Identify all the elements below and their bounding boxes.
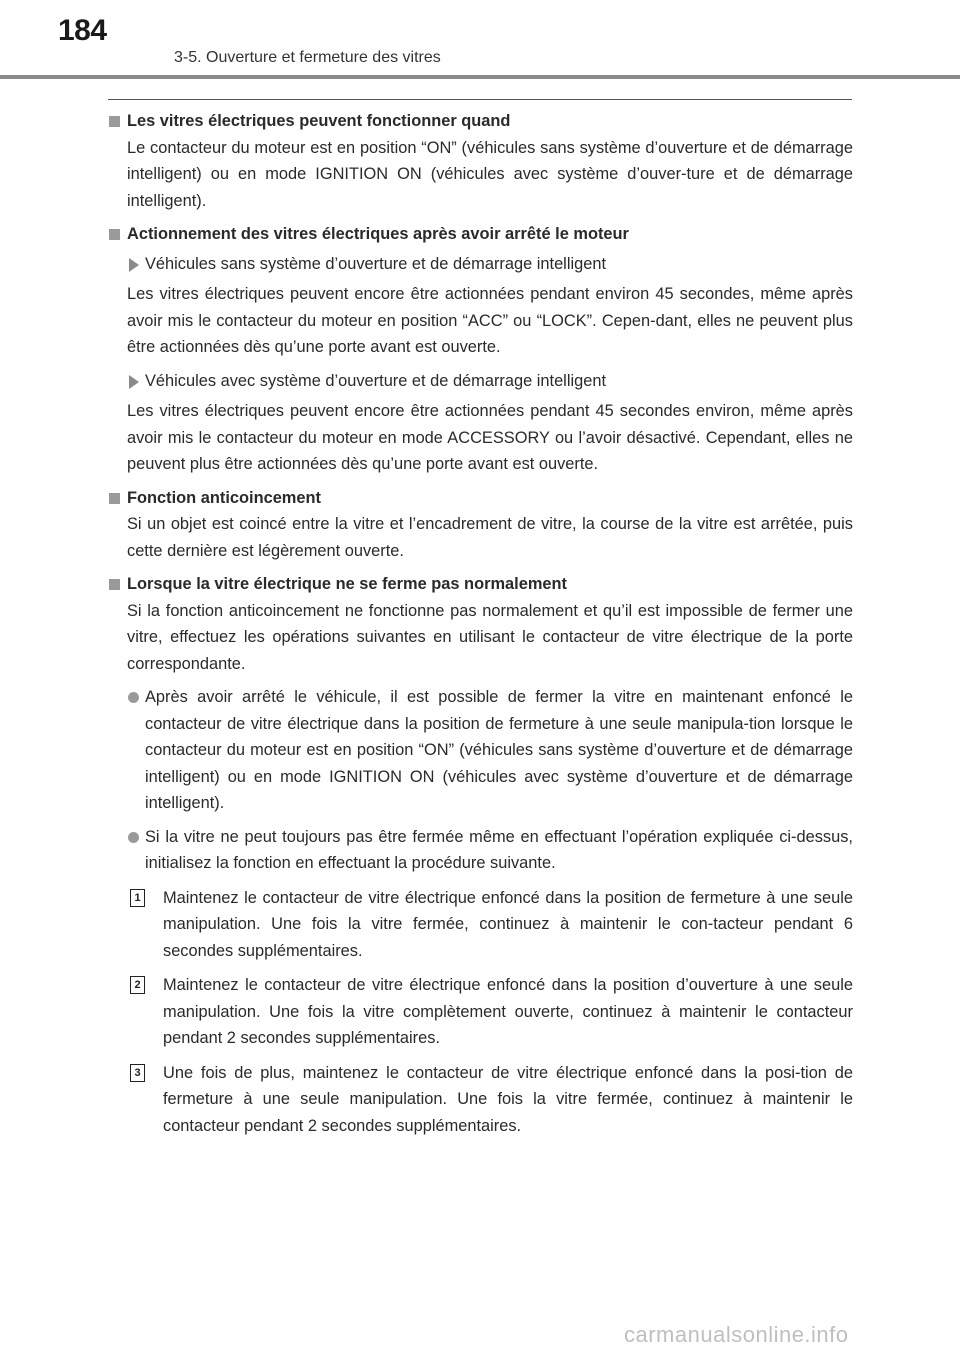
subheading-text: Véhicules sans système d’ouverture et de démarrage intelligent xyxy=(145,254,607,273)
page-header xyxy=(0,0,960,80)
paragraph: Si un objet est coincé entre la vitre et l’encadrement de vitre, la course de la vitre est arrêtée, puis cette dernière est légèrement ouverte. xyxy=(127,515,853,560)
step-text: Une fois de plus, maintenez le contacteur de vitre électrique enfoncé dans la posi-tion de fermeture à une seule manipulation. Une fois la vitre fermée, continuez à maintenir le contacteur pendant 2 secondes supplémentaires. xyxy=(163,1063,853,1135)
step-number: 3 xyxy=(130,1064,145,1082)
square-bullet-icon xyxy=(109,493,120,504)
section-title-text: Fonction anticoincement xyxy=(127,488,321,507)
list-item-text: Après avoir arrêté le véhicule, il est possible de fermer la vitre en maintenant enfoncé le contacteur de vitre électrique dans la position de fermeture à une seule manipula-tion lorsque le contacteur du moteur est en position “ON” (véhicules sans système d’ouverture et de démarrage intelligent) ou en mode IGNITION ON (véhicules avec système d’ouverture et de démarrage intelligent). xyxy=(145,688,853,812)
page-content xyxy=(107,108,853,1139)
step-text: Maintenez le contacteur de vitre électrique enfoncé dans la position d’ouverture à une seule manipulation. Une fois la vitre complètement ouverte, continuez à maintenir le contacteur pendant 2 secondes supplémentaires. xyxy=(163,976,853,1047)
square-bullet-icon xyxy=(109,116,120,127)
paragraph: Si la fonction anticoincement ne fonctionne pas normalement et qu’il est impossible de fermer une vitre, effectuez les opérations suivantes en utilisant le contacteur de vitre électrique de la porte correspondante. xyxy=(127,601,853,673)
step-item xyxy=(134,1060,853,1140)
paragraph: Le contacteur du moteur est en position “ON” (véhicules sans système d’ouverture et de démarrage intelligent) ou en mode IGNITION ON (véhicules avec système d’ouver-ture et de démarrage intelligent). xyxy=(127,138,853,210)
section-rule xyxy=(108,99,852,100)
subheading xyxy=(127,251,853,278)
header-rule xyxy=(0,75,960,79)
subheading xyxy=(127,368,853,395)
step-item xyxy=(134,885,853,965)
section-title-text: Lorsque la vitre électrique ne se ferme pas normalement xyxy=(127,575,567,593)
section-title xyxy=(107,221,853,248)
round-bullet-icon xyxy=(128,832,139,843)
list-item-text: Si la vitre ne peut toujours pas être fermée même en effectuant l’opération expliquée ci-dessus, initialisez la fonction en effectuant la procédure suivante. xyxy=(145,827,853,872)
square-bullet-icon xyxy=(109,229,120,240)
chapter-title: 3-5. Ouverture et fermeture des vitres xyxy=(174,49,441,66)
watermark: carmanualsonline.info xyxy=(624,1322,849,1347)
section-title-text: Actionnement des vitres électriques après avoir arrêté le moteur xyxy=(127,225,629,243)
step-number: 2 xyxy=(130,976,145,994)
step-text: Maintenez le contacteur de vitre électrique enfoncé dans la position de fermeture à une seule manipulation. Une fois la vitre fermée, continuez à maintenir le con-tacteur pendant 6 secondes supplémentaires. xyxy=(163,888,853,960)
step-number: 1 xyxy=(130,889,145,907)
section-title xyxy=(107,108,853,135)
paragraph: Les vitres électriques peuvent encore être actionnées pendant 45 secondes environ, même après avoir mis le contacteur du moteur en mode ACCESSORY ou l’avoir désactivé. Cependant, elles ne peuvent plus être actionnées dès qu’une porte avant est ouverte. xyxy=(127,402,853,473)
subheading-text: Véhicules avec système d’ouverture et de démarrage intelligent xyxy=(145,371,607,390)
section-title xyxy=(107,485,853,512)
paragraph: Les vitres électriques peuvent encore être actionnées pendant environ 45 secondes, même après avoir mis le contacteur du moteur en position “ACC” ou “LOCK”. Cepen-dant, elles ne peuvent plus être actionnées dès qu’une porte avant est ouverte. xyxy=(127,285,853,356)
section-title-text: Les vitres électriques peuvent fonctionner quand xyxy=(127,112,511,130)
triangle-arrow-icon xyxy=(129,258,139,272)
section-title xyxy=(107,571,853,598)
square-bullet-icon xyxy=(109,579,120,590)
round-bullet-icon xyxy=(128,692,139,703)
list-item xyxy=(127,684,853,817)
page-number: 184 xyxy=(58,14,107,47)
step-item xyxy=(134,972,853,1052)
list-item xyxy=(127,824,853,877)
triangle-arrow-icon xyxy=(129,375,139,389)
